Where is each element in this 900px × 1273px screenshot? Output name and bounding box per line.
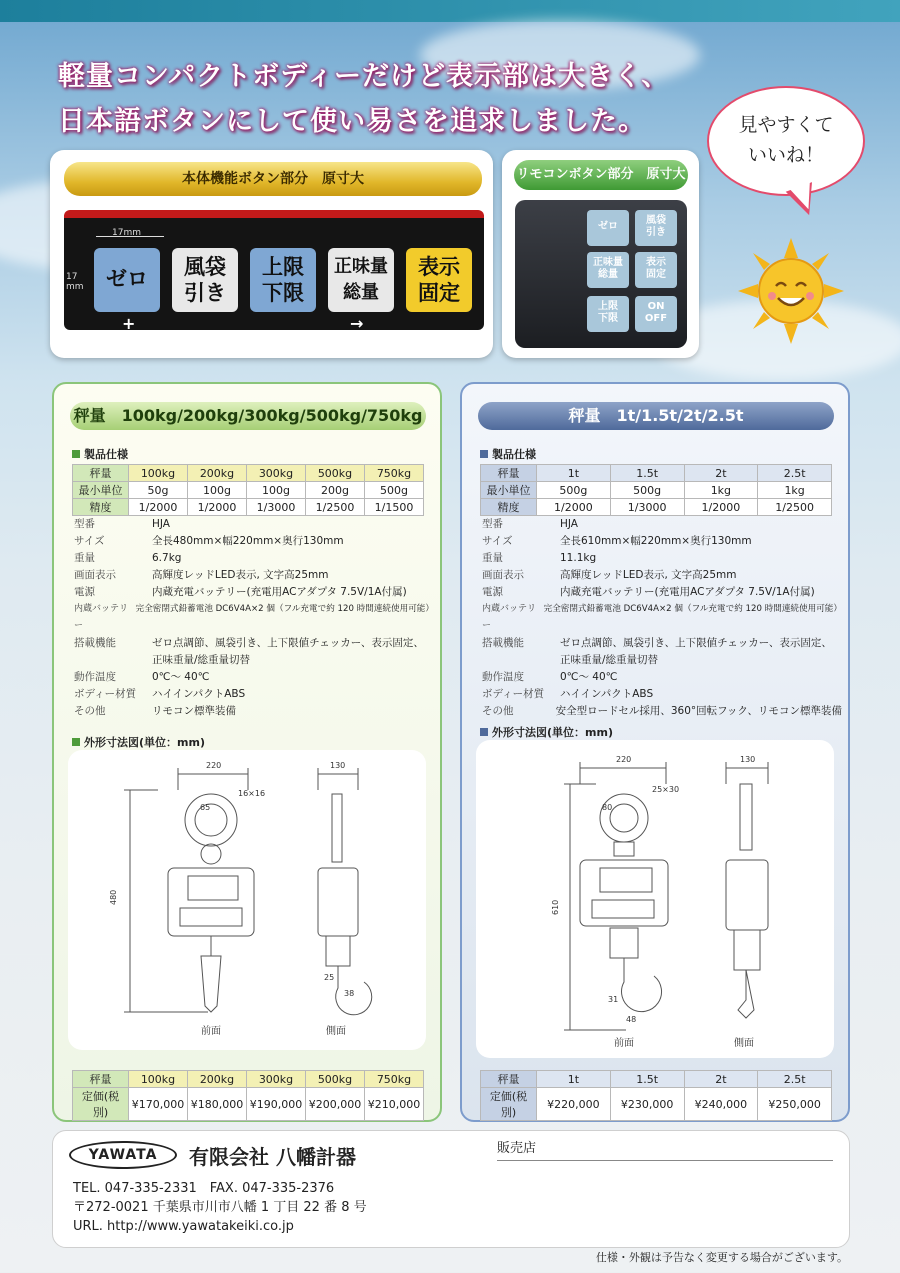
spec-detail-row — [74, 584, 434, 601]
row-header: 精度 — [73, 499, 129, 516]
spec-detail-row — [482, 516, 842, 533]
tel-fax: TEL. 047-335-2331 FAX. 047-335-2376 — [73, 1181, 335, 1196]
table-cell: ¥170,000 — [129, 1088, 188, 1121]
dim-width: 17mm — [112, 228, 141, 238]
dim-ring2-text: 25×30 — [652, 785, 680, 794]
remote-panel-label: リモコンボタン部分 原寸大 — [514, 160, 688, 190]
table-cell: 200g — [306, 482, 365, 499]
bullet-square-icon — [480, 450, 488, 458]
remote-tare-key — [635, 210, 677, 246]
table-row — [73, 1088, 424, 1121]
row-header: 精度 — [481, 499, 537, 516]
spec-key: ボディー材質 — [74, 688, 137, 700]
remote-net-key — [587, 252, 629, 288]
table-cell: 2t — [684, 465, 758, 482]
table-row — [73, 465, 424, 482]
table-cell: ¥240,000 — [684, 1088, 758, 1121]
table-cell: ¥190,000 — [247, 1088, 306, 1121]
table-row — [481, 1071, 832, 1088]
spec-title-text: 製品仕様 — [492, 448, 536, 461]
table-cell: 100kg — [129, 1071, 188, 1088]
dim-d-text: 130 — [330, 761, 346, 770]
spec-value: ハイインパクトABS — [152, 688, 246, 700]
headline — [58, 54, 669, 144]
spec-key: 型番 — [482, 518, 503, 530]
right-dimension-drawing — [476, 740, 834, 1058]
spec-detail-row — [482, 635, 842, 652]
table-cell: 1.5t — [610, 1071, 684, 1088]
spec-key — [482, 652, 560, 669]
key-text: 下限 — [262, 281, 304, 305]
right-spec-table — [480, 464, 832, 516]
sun-icon — [736, 236, 846, 346]
speech-bubble — [707, 86, 865, 196]
right-spec-title — [480, 446, 536, 462]
table-cell: 750kg — [365, 1071, 424, 1088]
website-url[interactable]: URL. http://www.yawatakeiki.co.jp — [73, 1219, 294, 1234]
table-cell: 100kg — [129, 465, 188, 482]
table-cell: 1/2000 — [537, 499, 611, 516]
spec-value: 6.7kg — [152, 552, 182, 564]
table-cell: 2.5t — [758, 465, 832, 482]
disclaimer-note: 仕様・外観は予告なく変更する場合がございます。 — [595, 1251, 848, 1264]
spec-detail-row — [482, 703, 842, 720]
drawing-title-text: 外形寸法図(単位：mm) — [84, 736, 205, 749]
key-text: 上限 — [598, 301, 618, 312]
spec-detail-row — [74, 516, 434, 533]
spec-detail-row — [482, 652, 842, 669]
spec-key: 内蔵バッテリー — [74, 604, 129, 631]
dim-hook2-text: 48 — [626, 1015, 637, 1024]
address: 〒272-0021 千葉県市川市八幡 1 丁目 22 番 8 号 — [73, 1200, 367, 1215]
spec-detail-row — [74, 669, 434, 686]
arrow-symbol: → — [350, 314, 364, 333]
spec-detail-row — [482, 567, 842, 584]
remote-control — [515, 200, 687, 348]
spec-key: 重量 — [74, 552, 95, 564]
spec-key: その他 — [74, 705, 106, 717]
plus-symbol: + — [122, 314, 136, 333]
dim-h2: mm — [66, 282, 84, 292]
key-text: 引き — [184, 281, 226, 305]
spec-value: 内蔵充電バッテリー(充電用ACアダプタ 7.5V/1A付属) — [152, 586, 407, 598]
row-header: 最小単位 — [73, 482, 129, 499]
left-details — [74, 516, 434, 720]
spec-value: HJA — [560, 518, 578, 530]
zero-key — [94, 248, 160, 312]
key-text: 総量 — [343, 282, 379, 303]
dim-h-text: 610 — [551, 899, 560, 915]
table-cell: 200kg — [188, 1071, 247, 1088]
spec-key: 型番 — [74, 518, 95, 530]
key-text: 風袋 — [646, 215, 666, 226]
dim-ring2-text: 16×16 — [238, 789, 266, 798]
front-label: 前面 — [614, 1038, 634, 1049]
top-bar — [0, 0, 900, 22]
spec-key: 動作温度 — [482, 671, 524, 683]
table-cell: 200kg — [188, 465, 247, 482]
key-text: 上限 — [262, 255, 304, 279]
key-text: 総量 — [598, 269, 618, 280]
spec-detail-row — [74, 703, 434, 720]
right-drawing-title — [480, 724, 613, 740]
dim-h-text: 480 — [109, 889, 118, 905]
dim-hook2-text: 38 — [344, 989, 355, 998]
spec-value: 全長610mm×幅220mm×奥行130mm — [560, 535, 752, 547]
table-cell: 500g — [537, 482, 611, 499]
spec-detail-row — [74, 533, 434, 550]
spec-value: 全長480mm×幅220mm×奥行130mm — [152, 535, 344, 547]
table-cell: 1kg — [684, 482, 758, 499]
headline-line1: 軽量コンパクトボディーだけど表示部は大きく、 — [58, 61, 670, 92]
footer — [52, 1130, 850, 1248]
dim-hook1-text: 31 — [608, 995, 619, 1004]
left-drawing-title — [72, 734, 205, 750]
table-cell: 1.5t — [610, 465, 684, 482]
table-cell: 1/2500 — [758, 499, 832, 516]
remote-hold-key — [635, 252, 677, 288]
key-text: 風袋 — [184, 255, 226, 279]
keypad — [64, 210, 484, 333]
remote-limit-key — [587, 296, 629, 332]
left-spec-table — [72, 464, 424, 516]
left-column — [52, 382, 442, 1122]
table-cell: 100g — [188, 482, 247, 499]
table-cell: 1/1500 — [365, 499, 424, 516]
table-row — [481, 1088, 832, 1121]
right-details — [482, 516, 842, 720]
table-cell: ¥200,000 — [306, 1088, 365, 1121]
spec-key: 電源 — [74, 586, 95, 598]
row-header: 秤量 — [73, 1071, 129, 1088]
table-cell: 300kg — [247, 1071, 306, 1088]
bullet-square-icon — [480, 728, 488, 736]
table-row — [73, 482, 424, 499]
bubble-line2: いいね！ — [747, 144, 824, 166]
table-cell: 500g — [610, 482, 684, 499]
table-cell: 1/2000 — [684, 499, 758, 516]
row-header: 秤量 — [481, 1071, 537, 1088]
dim-hook1-text: 25 — [324, 973, 335, 982]
remote-zero-key — [587, 210, 629, 246]
spec-value: 0℃～ 40℃ — [560, 671, 618, 683]
spec-detail-row — [482, 601, 842, 635]
key-text: 引き — [646, 227, 666, 238]
dim-h1: 17 — [66, 272, 78, 282]
bullet-square-icon — [72, 450, 80, 458]
company-logo: YAWATA — [69, 1141, 177, 1169]
spec-value: 正味重量/総重量切替 — [560, 654, 659, 666]
key-text: 表示 — [418, 255, 460, 279]
spec-detail-row — [74, 601, 434, 635]
key-text: ゼロ — [106, 267, 148, 291]
tare-key — [172, 248, 238, 312]
net-gross-key — [328, 248, 394, 312]
row-header: 最小単位 — [481, 482, 537, 499]
right-column — [460, 382, 850, 1122]
headline-line2: 日本語ボタンにして使い易さを追求しました。 — [58, 106, 646, 137]
spec-detail-row — [482, 533, 842, 550]
dim-ring-text: 80 — [602, 803, 613, 812]
table-cell: ¥220,000 — [537, 1088, 611, 1121]
table-row — [73, 499, 424, 516]
table-cell: 2.5t — [758, 1071, 832, 1088]
remote-power-key — [635, 296, 677, 332]
spec-key: 搭載機能 — [74, 637, 116, 649]
table-cell: 1t — [537, 1071, 611, 1088]
key-text: 正味量 — [334, 256, 388, 277]
left-spec-title — [72, 446, 128, 462]
side-label: 側面 — [734, 1038, 754, 1049]
key-text: 表示 — [646, 257, 666, 268]
spec-value: ゼロ点調節、風袋引き、上下限値チェッカー、表示固定、 — [152, 637, 424, 649]
table-row — [481, 465, 832, 482]
spec-key: 画面表示 — [74, 569, 116, 581]
table-cell: ¥180,000 — [188, 1088, 247, 1121]
spec-key: ボディー材質 — [482, 688, 545, 700]
table-row — [73, 1071, 424, 1088]
dim-w-text: 220 — [616, 755, 632, 764]
table-cell: 500kg — [306, 1071, 365, 1088]
key-text: ゼロ — [598, 221, 618, 232]
key-text: 固定 — [646, 269, 666, 280]
bullet-square-icon — [72, 738, 80, 746]
table-cell: 1/2500 — [306, 499, 365, 516]
dim-d-text: 130 — [740, 755, 756, 764]
spec-detail-row — [482, 550, 842, 567]
table-row — [481, 499, 832, 516]
key-text: OFF — [644, 313, 668, 324]
right-capacity-title: 秤量 1t/1.5t/2t/2.5t — [478, 402, 834, 430]
table-cell: 750kg — [365, 465, 424, 482]
table-cell: ¥230,000 — [610, 1088, 684, 1121]
table-cell: ¥250,000 — [758, 1088, 832, 1121]
spec-value: 安全型ロードセル採用、360°回転フック、リモコン標準装備 — [555, 705, 842, 717]
spec-value: リモコン標準装備 — [152, 705, 236, 717]
spec-key: 内蔵バッテリー — [482, 604, 537, 631]
table-row — [481, 482, 832, 499]
spec-key: その他 — [482, 705, 514, 717]
key-text: 固定 — [418, 281, 460, 305]
row-header: 秤量 — [481, 465, 537, 482]
spec-value: 11.1kg — [560, 552, 597, 564]
spec-value: HJA — [152, 518, 170, 530]
dim-ring-text: 65 — [200, 803, 211, 812]
spec-value: ゼロ点調節、風袋引き、上下限値チェッカー、表示固定、 — [560, 637, 832, 649]
spec-detail-row — [74, 652, 434, 669]
table-cell: 300kg — [247, 465, 306, 482]
spec-value: ハイインパクトABS — [560, 688, 654, 700]
key-text: 下限 — [598, 313, 618, 324]
spec-key — [74, 652, 152, 669]
spec-key: サイズ — [74, 535, 105, 547]
spec-title-text: 製品仕様 — [84, 448, 128, 461]
front-label: 前面 — [201, 1026, 221, 1037]
left-price-table — [72, 1070, 424, 1121]
side-label: 側面 — [326, 1026, 346, 1037]
spec-detail-row — [74, 550, 434, 567]
dim-w-text: 220 — [206, 761, 222, 770]
spec-detail-row — [482, 584, 842, 601]
bubble-line1: 見やすくて — [738, 114, 834, 136]
table-cell: 500kg — [306, 465, 365, 482]
hold-key — [406, 248, 472, 312]
spec-key: 動作温度 — [74, 671, 116, 683]
spec-value: 内蔵充電バッテリー(充電用ACアダプタ 7.5V/1A付属) — [560, 586, 815, 598]
spec-detail-row — [482, 686, 842, 703]
left-capacity-title: 秤量 100kg/200kg/300kg/500kg/750kg — [70, 402, 426, 430]
row-header: 定価(税別) — [73, 1088, 129, 1121]
spec-detail-row — [74, 635, 434, 652]
spec-key: 重量 — [482, 552, 503, 564]
key-text: ON — [647, 301, 665, 312]
spec-value: 高輝度レッドLED表示, 文字高25mm — [152, 569, 329, 581]
spec-value: 完全密閉式鉛蓄電池 DC6V4A×2 個（フル充電で約 120 時間連続使用可能） — [135, 604, 434, 614]
table-cell: 1/3000 — [610, 499, 684, 516]
company-name: 有限会社 八幡計器 — [189, 1145, 356, 1169]
spec-key: サイズ — [482, 535, 513, 547]
table-cell: 1/2000 — [129, 499, 188, 516]
left-dimension-drawing — [68, 750, 426, 1050]
drawing-title-text: 外形寸法図(単位：mm) — [492, 726, 613, 739]
key-text: 正味量 — [593, 257, 623, 268]
dim-height — [66, 272, 84, 292]
row-header: 定価(税別) — [481, 1088, 537, 1121]
spec-value: 0℃～ 40℃ — [152, 671, 210, 683]
table-cell: 1t — [537, 465, 611, 482]
row-header: 秤量 — [73, 465, 129, 482]
main-panel-label: 本体機能ボタン部分 原寸大 — [64, 162, 482, 196]
spec-value: 高輝度レッドLED表示, 文字高25mm — [560, 569, 737, 581]
right-drawing-svg — [476, 740, 834, 1058]
spec-value: 完全密閉式鉛蓄電池 DC6V4A×2 個（フル充電で約 120 時間連続使用可能） — [543, 604, 842, 614]
spec-key: 画面表示 — [482, 569, 524, 581]
spec-value: 正味重量/総重量切替 — [152, 654, 251, 666]
left-drawing-svg — [68, 750, 426, 1050]
table-cell: 50g — [129, 482, 188, 499]
table-cell: 1/2000 — [188, 499, 247, 516]
table-cell: 1/3000 — [247, 499, 306, 516]
right-price-table — [480, 1070, 832, 1121]
spec-detail-row — [74, 686, 434, 703]
spec-key: 電源 — [482, 586, 503, 598]
contact-info — [73, 1179, 367, 1236]
table-cell: 100g — [247, 482, 306, 499]
dim-line — [96, 236, 164, 237]
shop-label: 販売店 — [497, 1137, 833, 1161]
limit-key — [250, 248, 316, 312]
spec-detail-row — [482, 669, 842, 686]
table-cell: 1kg — [758, 482, 832, 499]
spec-detail-row — [74, 567, 434, 584]
spec-key: 搭載機能 — [482, 637, 524, 649]
table-cell: 2t — [684, 1071, 758, 1088]
table-cell: ¥210,000 — [365, 1088, 424, 1121]
table-cell: 500g — [365, 482, 424, 499]
